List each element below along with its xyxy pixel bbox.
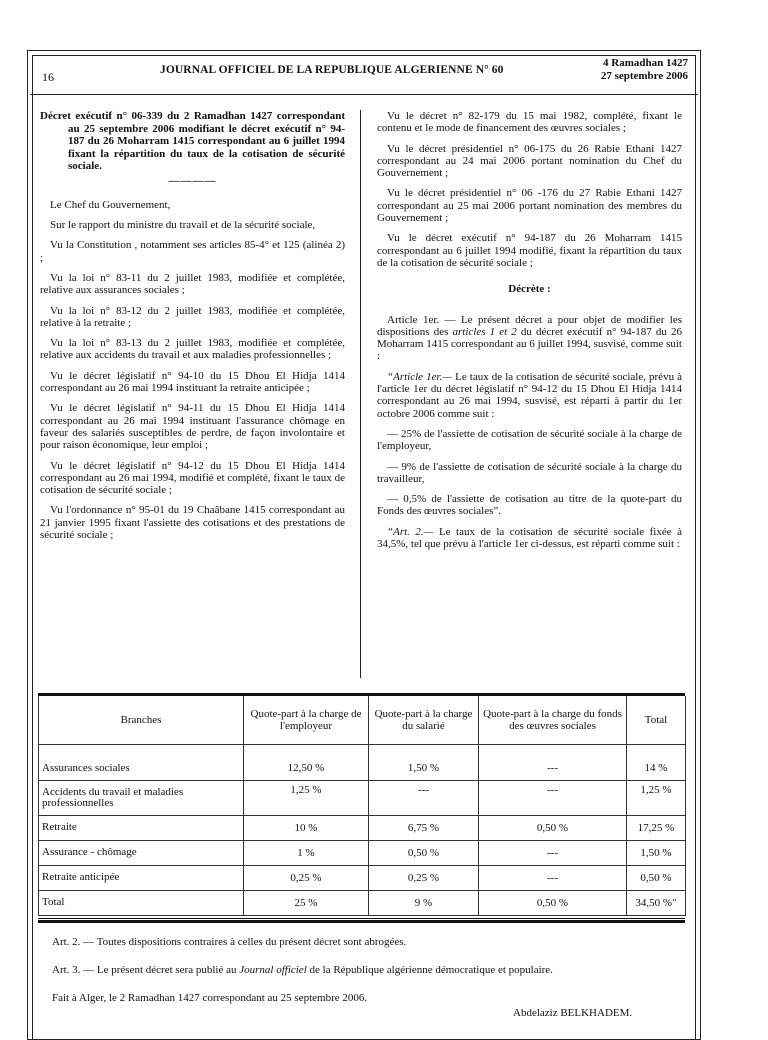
table-cell: 0,25 %: [369, 866, 479, 891]
decree-title: Décret exécutif n° 06-339 du 2 Ramadhan 1427 correspondant au 25 septembre 2006 modifiant le décret exécutif n° 94-187 du 26 Moharram 1415 correspondant au 6 juillet 1994 fixant la répartition du taux de la cotisation de sécurité sociale.: [40, 110, 345, 172]
table-cell: 0,25 %: [244, 866, 369, 891]
decrete-heading: Décrète :: [508, 283, 551, 296]
table-cell: Total: [39, 891, 244, 916]
paragraph: Sur le rapport du ministre du travail et de la sécurité sociale,: [50, 219, 316, 232]
table-cell: 25 %: [244, 891, 369, 916]
table-cell: 1,25 %: [244, 781, 369, 816]
paragraph: Vu l'ordonnance n° 95-01 du 19 Chaâbane 1415 correspondant au 21 janvier 1995 fixant l'assiette des cotisations et des prestations de sécurité sociale ;: [40, 504, 345, 542]
paragraph: Vu la Constitution , notamment ses articles 85-4° et 125 (alinéa 2) ;: [40, 239, 345, 264]
table-header: Quote-part à la charge du fonds des œuvres sociales: [479, 696, 627, 745]
list-item: — 25% de l'assiette de cotisation de sécurité sociale à la charge de l'employeur,: [377, 427, 682, 453]
table-cell: ---: [369, 781, 479, 816]
date-gregorian: 27 septembre 2006: [600, 70, 688, 82]
table-row: [39, 781, 686, 816]
table-row: [39, 891, 686, 916]
signature: Abdelaziz BELKHADEM.: [513, 1007, 633, 1019]
table-cell: Retraite anticipée: [39, 866, 244, 891]
table-row: [39, 816, 686, 841]
table-cell: 17,25 %: [627, 816, 686, 841]
table-cell: ---: [479, 781, 627, 816]
table-cell: 34,50 %": [627, 891, 686, 916]
paragraph: Le Chef du Gouvernement,: [50, 198, 171, 211]
article-1-text-end: du décret exécutif n° 94-187 du 26 Moharram 1415 correspondant au 6 juillet 1994, susvisé, comme suit :: [377, 325, 683, 363]
signing-place-date: Fait à Alger, le 2 Ramadhan 1427 correspondant au 25 septembre 2006.: [52, 992, 368, 1004]
table-cell: 1,50 %: [369, 745, 479, 781]
table-cell: 9 %: [369, 891, 479, 916]
table-header: Branches: [39, 696, 244, 745]
table-cell: 1 %: [244, 841, 369, 866]
article-1-italic: articles 1 et 2: [452, 325, 517, 338]
article-3-final: [52, 964, 692, 976]
table-cell: 10 %: [244, 816, 369, 841]
paragraph: Vu le décret législatif n° 94-12 du 15 Dhou El Hidja 1414 correspondant au 26 mai 1994, modifié et complété, fixant le taux de cotisation de sécurité sociale ;: [40, 459, 345, 497]
table-cell: ---: [479, 745, 627, 781]
table-header-row: [39, 696, 686, 745]
article-1er-label: “Article 1er.—: [387, 370, 453, 383]
paragraph: Vu le décret n° 82-179 du 15 mai 1982, complété, fixant le contenu et le mode de financement des œuvres sociales ;: [377, 110, 682, 135]
title-separator: ————: [168, 174, 217, 187]
article-3-text-end: de la République algérienne démocratique et populaire.: [306, 964, 553, 976]
paragraph: Vu la loi n° 83-11 du 2 juillet 1983, modifiée et complétée, relative aux assurances sociales ;: [40, 271, 345, 297]
distribution-table: [38, 696, 686, 916]
table-cell: Retraite: [39, 816, 244, 841]
table-cell: 0,50 %: [479, 891, 627, 916]
table-row: [39, 866, 686, 891]
paragraph: Vu le décret présidentiel n° 06 -176 du 27 Rabie Ethani 1427 correspondant au 25 mai 2006 portant nomination des membres du Gouvernement ;: [377, 187, 682, 225]
article-3-italic: Journal officiel: [239, 964, 307, 976]
table-cell: 1,50 %: [627, 841, 686, 866]
table-cell: Assurance - chômage: [39, 841, 244, 866]
table-cell: ---: [479, 841, 627, 866]
list-item: — 9% de l'assiette de cotisation de sécurité sociale à la charge du travailleur,: [377, 460, 682, 485]
table-cell: 0,50 %: [369, 841, 479, 866]
article-1er-quoted: [377, 371, 682, 420]
distribution-table-wrap: [38, 693, 685, 923]
column-separator: [360, 110, 361, 678]
article-2-label: “Art. 2.—: [387, 525, 434, 538]
paragraph: Vu le décret exécutif n° 94-187 du 26 Moharram 1415 correspondant au 6 juillet 1994 modifié, fixant la répartition du taux de la cotisation de sécurité sociale ;: [377, 232, 682, 269]
paragraph: Vu le décret législatif n° 94-10 du 15 Dhou El Hidja 1414 correspondant au 26 mai 1994 instituant la retraite anticipée ;: [40, 369, 345, 395]
table-row: [39, 745, 686, 781]
article-3-text: Art. 3. — Le présent décret sera publié au: [52, 964, 240, 976]
table-cell: 0,50 %: [479, 816, 627, 841]
list-item: — 0,5% de l'assiette de cotisation au titre de la quote-part du Fonds des œuvres sociales”.: [377, 493, 682, 518]
journal-title: JOURNAL OFFICIEL DE LA REPUBLIQUE ALGERIENNE N° 60: [160, 64, 504, 76]
article-2-quoted: [377, 526, 682, 551]
paragraph: Vu la loi n° 83-12 du 2 juillet 1983, modifiée et complétée, relative à la retraite ;: [40, 304, 345, 329]
page-number: 16: [42, 70, 54, 84]
paragraph: Vu le décret législatif n° 94-11 du 15 Dhou El Hidja 1414 correspondant au 26 mai 1994 instituant l'assurance chômage en faveur des salariés susceptibles de perdre, de façon involontaire et pour raison économique, leur emploi ;: [40, 402, 345, 452]
table-cell: 14 %: [627, 745, 686, 781]
journal-date: [601, 57, 688, 83]
table-cell: 1,25 %: [627, 781, 686, 816]
article-1-text: Article 1er. — Le présent décret a pour objet de modifier les dispositions des: [377, 313, 682, 338]
table-header: Total: [627, 696, 686, 745]
table-cell: Accidents du travail et maladies professionnelles: [39, 781, 244, 816]
date-hijri: 4 Ramadhan 1427: [603, 57, 688, 69]
table-bottom-rules: [38, 918, 685, 923]
right-column: [377, 110, 682, 558]
article-1er-text: Le taux de la cotisation de sécurité sociale, prévu à l'article 1er du décret législatif n° 94-12 du 15 Dhou El Hidja 1414 correspondant au 26 mai 1994, susvisé, est réparti à partir du 1er octobre 2006 comme suit :: [377, 370, 682, 420]
article-2-text: Le taux de la cotisation de sécurité sociale fixée à 34,5%, tel que prévu à l'article 1er ci-dessus, est réparti comme suit :: [377, 525, 682, 551]
table-cell: 6,75 %: [369, 816, 479, 841]
table-cell: Assurances sociales: [39, 745, 244, 781]
paragraph: Vu la loi n° 83-13 du 2 juillet 1983, modifiée et complétée, relative aux accidents du travail et aux maladies professionnelles ;: [40, 337, 345, 362]
table-header: Quote-part à la charge du salarié: [369, 696, 479, 745]
article-1: [377, 314, 682, 363]
journal-header: [30, 54, 698, 95]
table-cell: 0,50 %: [627, 866, 686, 891]
table-row: [39, 841, 686, 866]
left-column: [40, 110, 345, 549]
table-cell: 12,50 %: [244, 745, 369, 781]
table-header: Quote-part à la charge de l'employeur: [244, 696, 369, 745]
table-cell: ---: [479, 866, 627, 891]
article-2-final: Art. 2. — Toutes dispositions contraires à celles du présent décret sont abrogées.: [52, 936, 407, 948]
paragraph: Vu le décret présidentiel n° 06-175 du 26 Rabie Ethani 1427 correspondant au 24 mai 2006 portant nomination du Chef du Gouvernement ;: [377, 142, 682, 180]
